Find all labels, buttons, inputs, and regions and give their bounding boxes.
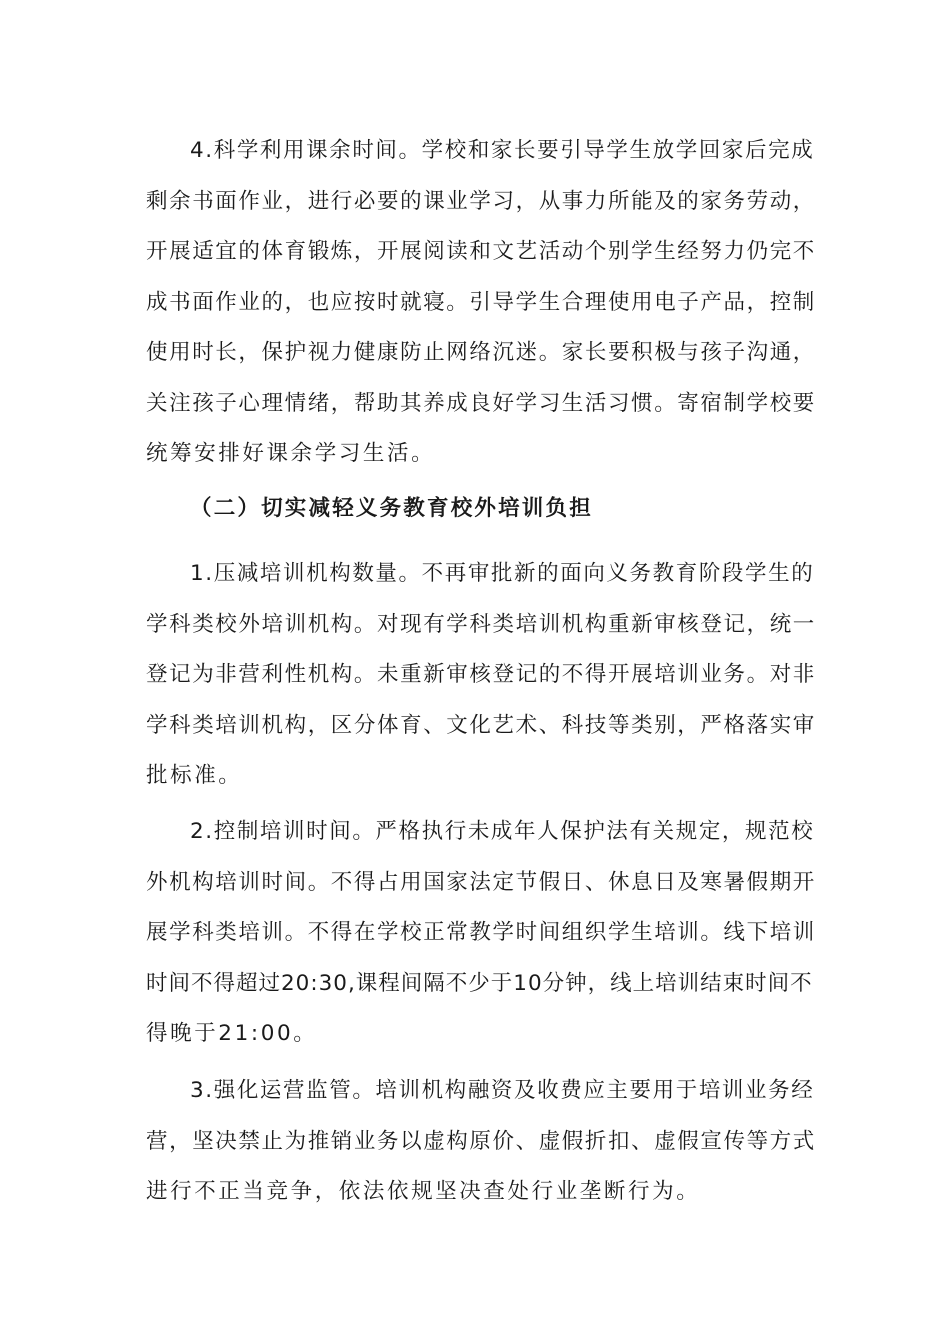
text-line: 统筹安排好课余学习生活。 [146,441,436,466]
section-heading-2 [146,484,816,535]
paragraph-2-training-time [146,807,816,1060]
text-line: 4.科学利用课余时间。学校和家长要引导学生放学回家后完成 [190,138,815,163]
text-line: 使用时长，保护视力健康防止网络沉迷。家长要积极与孩子沟通， [146,340,816,365]
text-line: 学科类校外培训机构。对现有学科类培训机构重新审核登记，统一 [146,611,816,637]
text-line: 登记为非营利性机构。未重新审核登记的不得开展培训业务。对非 [146,662,816,687]
text-line: 开展适宜的体育锻炼，开展阅读和文艺活动个别学生经努力仍完不 [146,239,816,264]
text-line: 3.强化运营监管。培训机构融资及收费应主要用于培训业务经 [190,1078,815,1103]
text-line: 2.控制培训时间。严格执行未成年人保护法有关规定，规范校 [190,819,815,844]
text-line: 关注孩子心理情绪，帮助其养成良好学习生活习惯。寄宿制学校要 [146,390,816,416]
text-line: 进行不正当竞争，依法依规坚决查处行业垄断行为。 [146,1179,701,1204]
text-line: 批标准。 [146,763,243,788]
text-line: 得晚于21:00。 [146,1021,318,1046]
text-line: 学科类培训机构，区分体育、文化艺术、科技等类别，严格落实审 [146,712,816,738]
text-line: 展学科类培训。不得在学校正常教学时间组织学生培训。线下培训 [146,920,816,945]
paragraph-1-reduce-institutions [146,549,816,802]
paragraph-4-after-school-time [146,126,816,480]
text-line: 成书面作业的，也应按时就寝。引导学生合理使用电子产品，控制 [146,289,816,315]
text-line: 时间不得超过20:30,课程间隔不少于10分钟，线上培训结束时间不 [146,970,813,996]
section-heading-text: （二）切实减轻义务教育校外培训负担 [190,496,593,521]
text-line: 1.压减培训机构数量。不再审批新的面向义务教育阶段学生的 [190,561,815,586]
text-line: 剩余书面作业，进行必要的课业学习，从事力所能及的家务劳动， [146,188,816,214]
text-line: 外机构培训时间。不得占用国家法定节假日、休息日及寒暑假期开 [146,869,816,895]
text-line: 营，坚决禁止为推销业务以虚构原价、虚假折扣、虚假宣传等方式 [146,1128,816,1154]
paragraph-3-operation-supervision [146,1066,816,1218]
